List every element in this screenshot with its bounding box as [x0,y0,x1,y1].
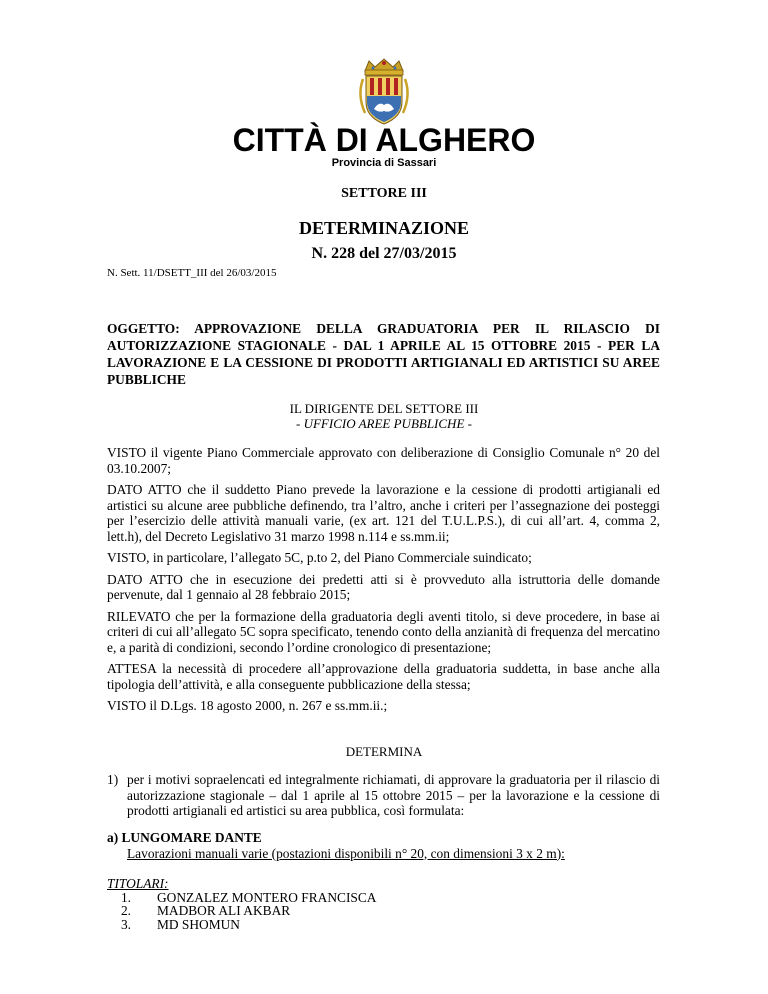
paragraph-rilevato: RILEVATO che per la formazione della graduatoria degli aventi titolo, si deve procedere, in base ai criteri di cui all’allegato 5C sopra specificato, tenendo conto della anzianità di frequenza del mercatino e, a parità di condizioni, secondo l’ordine cronologico di presentazione; [107,608,660,655]
paragraph-visto-allegato: VISTO, in particolare, l’allegato 5C, p.to 2, del Piano Commerciale suindicato; [107,550,532,565]
city-coat-of-arms-logo [353,57,415,127]
list-item [107,904,660,918]
city-name: CITTÀ DI ALGHERO [232,122,536,158]
section-a-subtitle [127,846,660,862]
list-item-number: 3. [120,916,131,932]
paragraph-dato-atto-piano: DATO ATTO che il suddetto Piano prevede la lavorazione e la cessione di prodotti artigianali ed artistici su alcune aree pubbliche definendo, tra l’altro, anche i criteri per l’assegnazione dei posteggi per l’esercizio delle attività manuali varie, (ex art. 121 del T.U.L.P.S.), di cui all’art. 4, comma 2, lett.h), del Decreto Legislativo 31 marzo 1998 n.114 e ss.mm.ii; [107,482,660,544]
list-item-name: MADBOR ALI AKBAR [157,903,291,918]
paragraph-visto-dlgs: VISTO il D.Lgs. 18 agosto 2000, n. 267 e ss.mm.ii.; [107,698,388,713]
titolari-list [107,877,660,931]
document-type: DETERMINAZIONE [298,218,470,238]
titolari-label: TITOLARI: [107,876,169,891]
determina-heading: DETERMINA [345,744,423,759]
section-a-subtitle-rest: postazioni disponibili n° 20, con dimensioni 3 x 2 m): [276,845,565,861]
section-a-heading: a) LUNGOMARE DANTE [107,830,262,845]
point-number: 1) [107,772,119,787]
list-item-name: MD SHOMUN [157,916,240,932]
subject-heading: OGGETTO: APPROVAZIONE DELLA GRADUATORIA PER IL RILASCIO DI AUTORIZZAZIONE STAGIONALE - DAL 1 APRILE AL 15 OTTOBRE 2015 - PER LA LAVORAZIONE E LA CESSIONE DI PRODOTTI ARTIGIANALI ED ARTISTICI SU AREE PUBBLICHE [107,321,660,387]
document-number-date: N. 228 del 27/03/2015 [311,245,457,262]
paragraph-attesa: ATTESA la necessità di procedere all’approvazione della graduatoria suddetta, in base anche alla tipologia dell’attività, e alla conseguente pubblicazione della stessa; [107,661,660,692]
paragraph-dato-atto-istruttoria: DATO ATTO che in esecuzione dei predetti atti si è provveduto alla istruttoria delle domande pervenute, dal 1 gennaio al 28 febbraio 2015; [107,571,660,602]
list-item-number: 1. [120,889,131,905]
section-a-subtitle-underlined: Lavorazioni manuali varie ( [127,845,277,861]
premises-section [107,445,660,720]
section-a [107,830,660,861]
decision-point-1 [107,772,660,819]
list-item [107,918,660,932]
sector-title: SETTORE III [341,186,427,201]
point-text: per i motivi sopraelencati ed integralmente richiamati, di approvare la graduatoria per il rilascio di autorizzazione stagionale – dal 1 aprile al 15 ottobre 2015 – per la lavorazione e la cessione di prodotti artigianali ed artistici su area pubblica, così formulata: [127,772,660,818]
list-item-name: GONZALEZ MONTERO FRANCISCA [157,889,377,905]
office-name: - UFFICIO AREE PUBBLICHE - [296,416,472,431]
paragraph-visto-piano: VISTO il vigente Piano Commerciale approvato con deliberazione di Consiglio Comunale n° 20 del 03.10.2007; [107,445,660,476]
dirigente-title: IL DIRIGENTE DEL SETTORE III [289,401,479,416]
sector-reference: N. Sett. 11/DSETT_III del 26/03/2015 [107,267,277,279]
list-item [107,891,660,905]
list-item-number: 2. [120,903,131,918]
province-name: Provincia di Sassari [331,157,437,169]
